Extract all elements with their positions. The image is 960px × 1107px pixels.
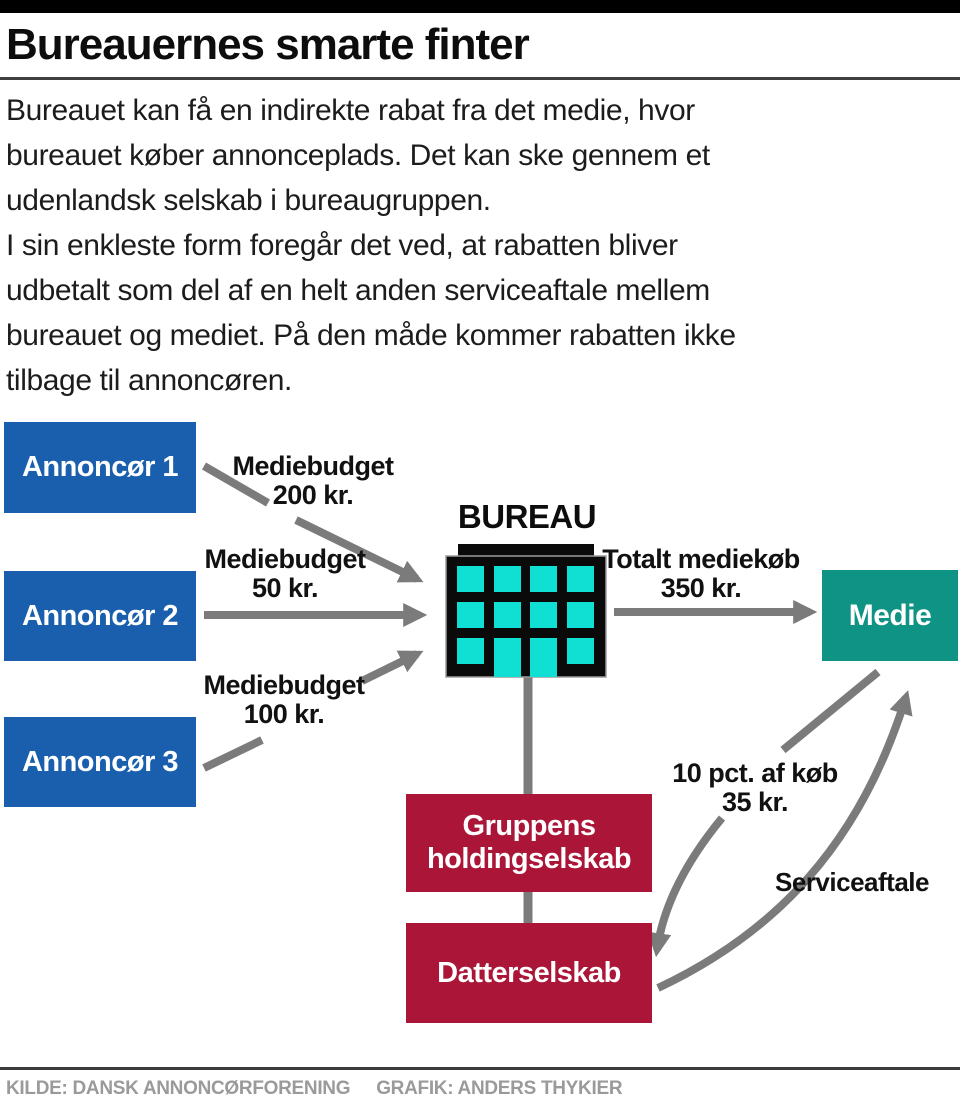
kickback-amount: 35 kr.: [721, 787, 789, 817]
medie-box: [822, 570, 958, 661]
source-credit: KILDE: DANSK ANNONCØRFORENING: [6, 1078, 351, 1099]
page-title: Bureauernes smarte finter: [6, 20, 529, 69]
bureau-building-icon: [444, 542, 612, 682]
budget-amount: 200 kr.: [272, 480, 354, 510]
intro-line: Bureauet kan få en indirekte rabat fra det medie, hvor: [6, 94, 695, 127]
annoncor-2-box: [4, 571, 196, 661]
footer-divider: [0, 1067, 960, 1070]
medie-label: Medie: [848, 598, 932, 632]
annoncor-2-label: Annoncør 2: [21, 599, 179, 632]
budget-title: Mediebudget: [204, 544, 366, 574]
budget-title: Mediebudget: [203, 670, 365, 700]
arrow-medie-kickback-segment: [783, 672, 878, 750]
intro-line: I sin enkleste form foregår det ved, at rabatten bliver: [6, 229, 678, 262]
annoncor-3-label: Annoncør 3: [21, 745, 179, 778]
annoncor-1-box: [4, 422, 196, 513]
budget-label-50: [185, 545, 385, 603]
kickback-title: 10 pct. af køb: [672, 758, 838, 788]
total-title: Totalt mediekøb: [602, 544, 800, 574]
footer-credits: [6, 1078, 954, 1100]
bureau-heading: BUREAU: [457, 498, 597, 535]
holding-label-line2: holdingselskab: [426, 843, 632, 875]
intro-line: bureauet og mediet. På den måde kommer rabatten ikke: [6, 319, 736, 352]
budget-amount: 100 kr.: [243, 699, 325, 729]
budget-label-100: [184, 671, 384, 729]
total-mediekob-label: [591, 545, 811, 603]
annoncor-3-box: [4, 717, 196, 807]
arrow-medie-to-datterselskab: [657, 818, 722, 950]
kickback-label: [655, 759, 855, 817]
budget-title: Mediebudget: [232, 451, 394, 481]
graphic-credit: GRAFIK: ANDERS THYKIER: [376, 1078, 623, 1099]
intro-line: tilbage til annoncøren.: [6, 364, 292, 397]
annoncor-1-label: Annoncør 1: [21, 451, 179, 483]
holding-box: [406, 794, 652, 892]
subsidiary-box: [406, 923, 652, 1023]
intro-line: bureauet køber annonceplads. Det kan ske gennem et: [6, 139, 710, 172]
holding-label-line1: Gruppens: [462, 810, 596, 842]
intro-line: udbetalt som del af en helt anden serviceaftale mellem: [6, 274, 710, 307]
arrow-annoncor3-segment: [204, 740, 262, 768]
total-amount: 350 kr.: [660, 573, 742, 603]
subsidiary-label: Datterselskab: [437, 956, 621, 989]
intro-line: udenlandsk selskab i bureaugruppen.: [6, 184, 491, 217]
budget-label-200: [213, 452, 413, 510]
arrow-datterselskab-to-medie: [658, 697, 906, 988]
serviceaftale-label: Serviceaftale: [775, 867, 929, 897]
budget-amount: 50 kr.: [251, 573, 319, 603]
